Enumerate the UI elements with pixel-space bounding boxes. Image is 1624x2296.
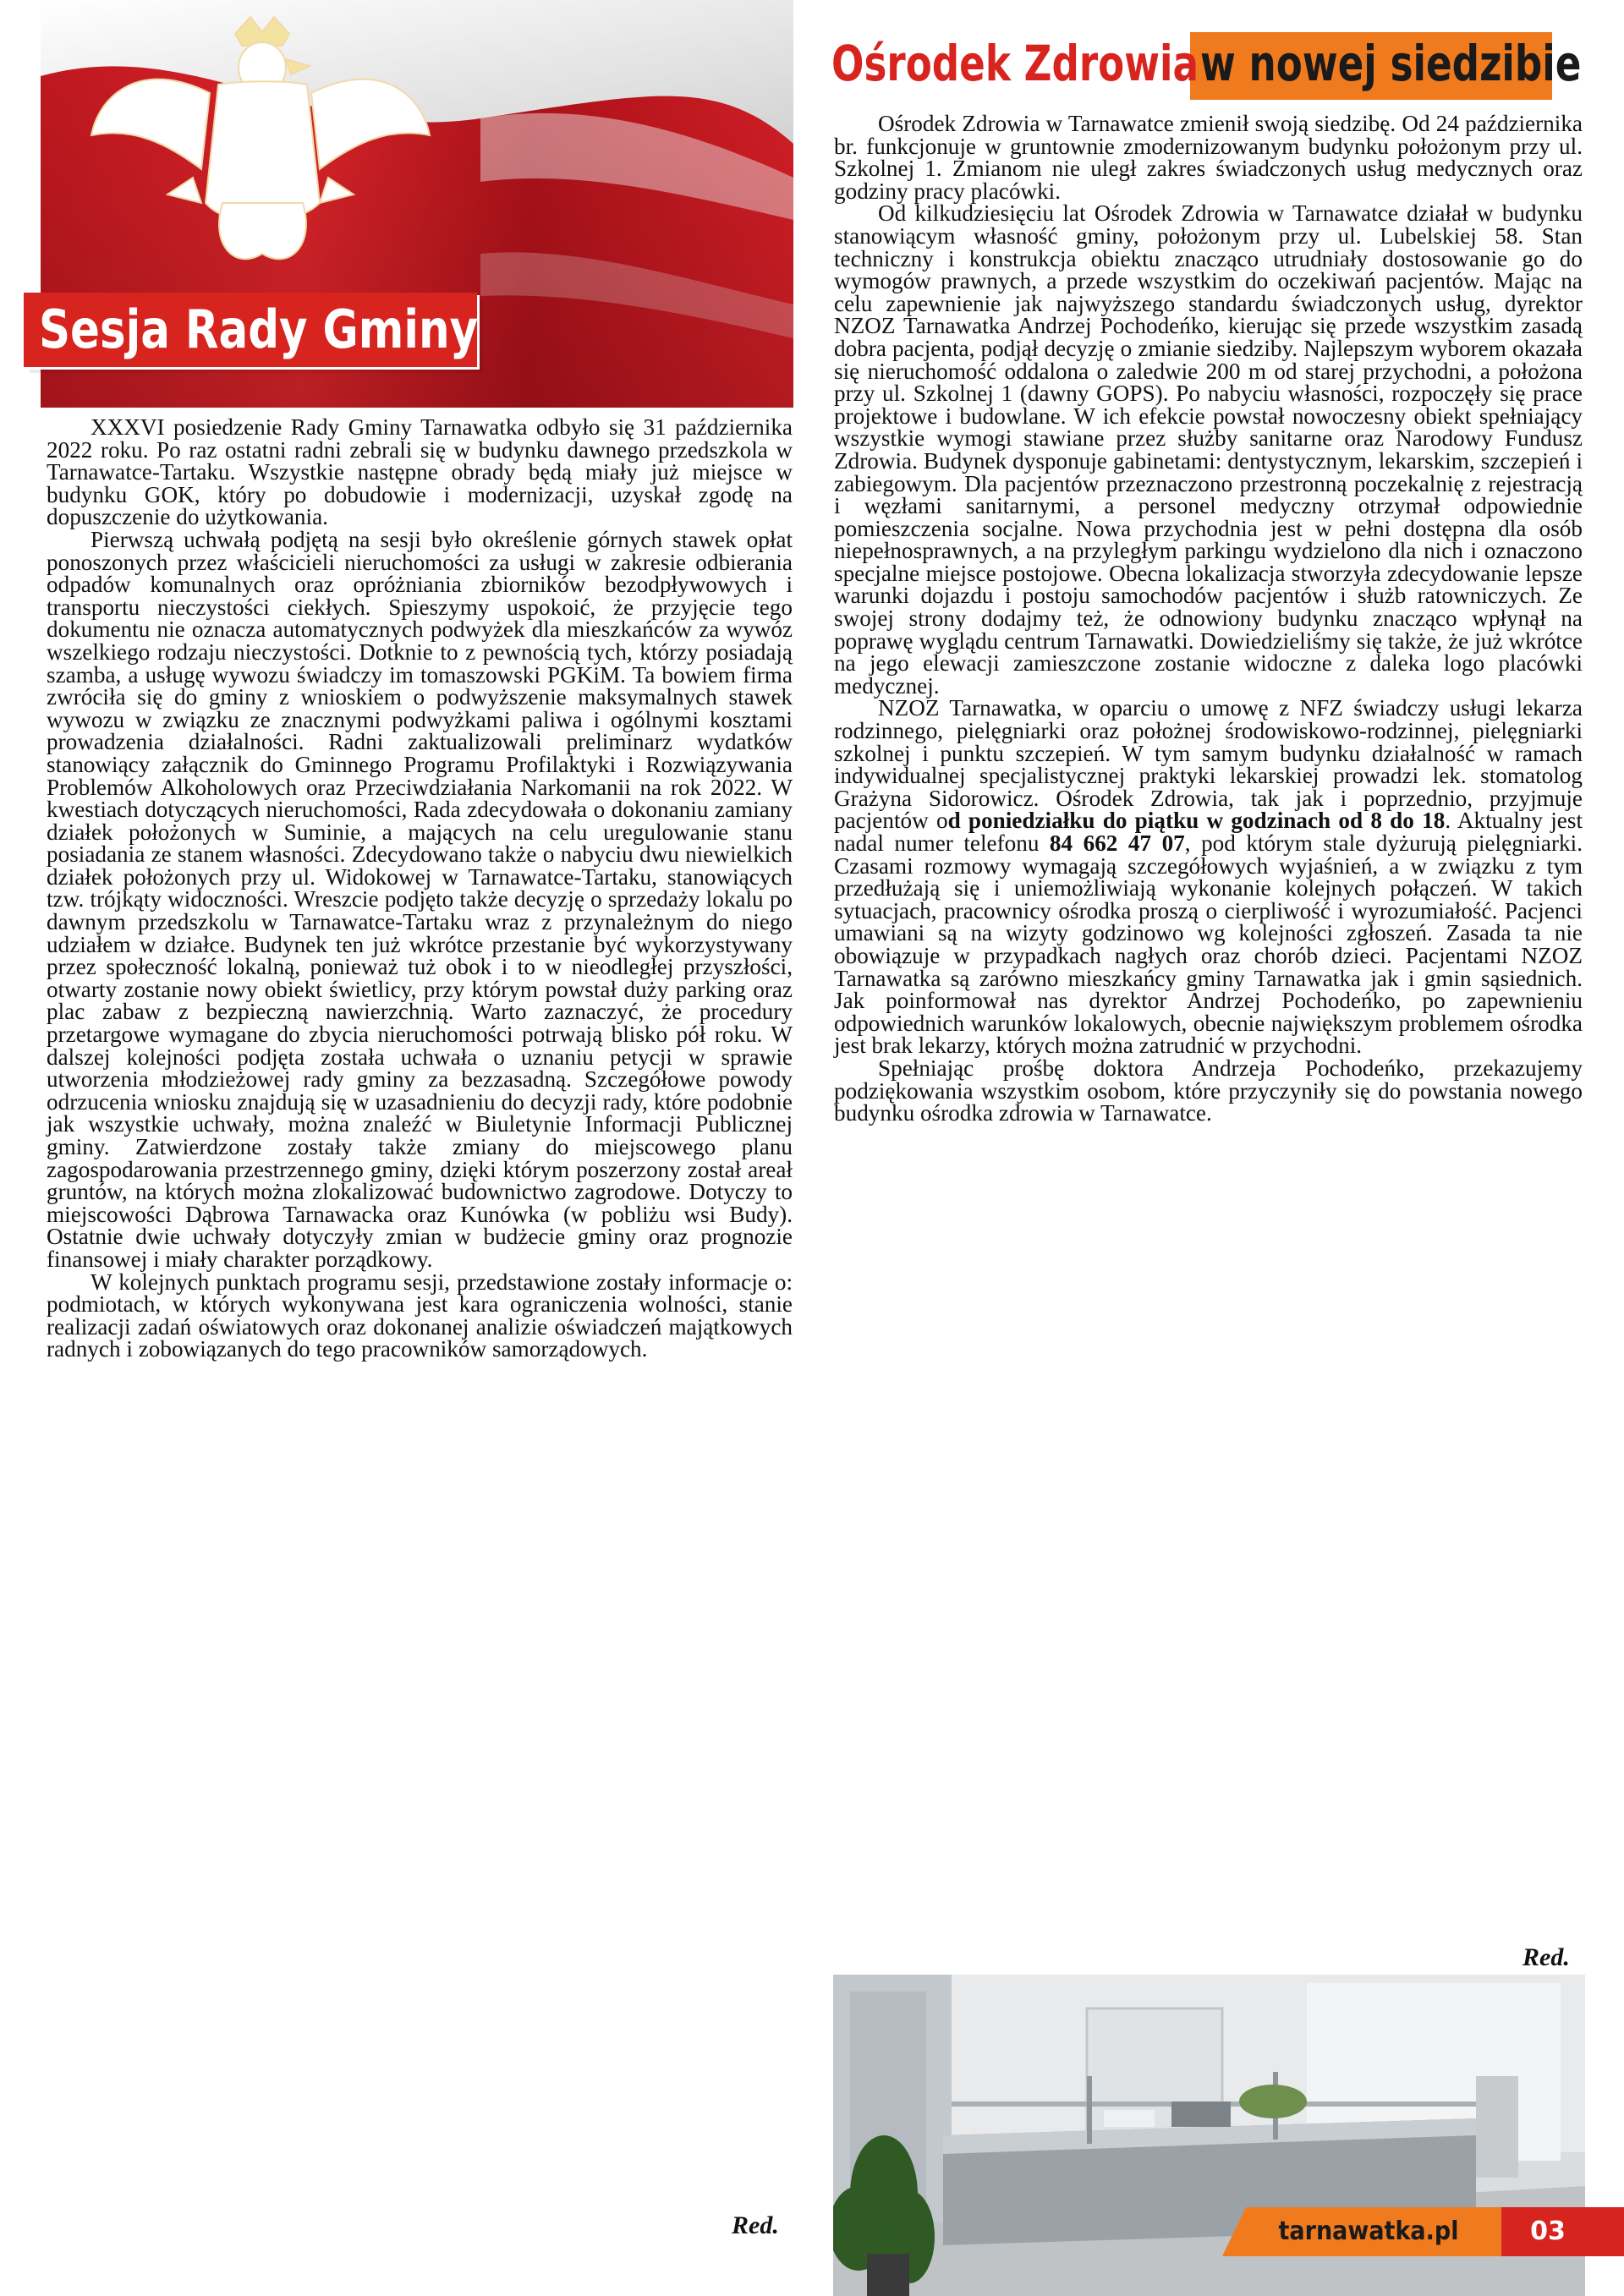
- hours-text-b: . Aktualny jest nadal numer telefonu: [834, 808, 1583, 856]
- right-article-title: [831, 25, 1593, 100]
- left-paragraph: Pierwszą uchwałą podjętą na sesji było określenie górnych stawek opłat ponoszonych przez właścicieli nieruchomości za usługi w zakresie odbierania odpadów komunalnych oraz opróżniania zbiorników bezodpływowych i transportu nieczystości ciekłych. Spieszymy uspokoić, że przyjęcie tego dokumentu nie oznacza automatycznych podwyżek dla mieszkańców za wywóz wszelkiego rodzaju nieczystości. Dotknie to z pewnością tych, którzy posiadają szamba, a usługę wywozu świadczy im tomaszowski PGKiM. Ta bowiem firma zwróciła się do gminy z wnioskiem o podwyższenie maksymalnych stawek wywozu w związku ze znacznymi podwyżkami paliwa i ogólnymi kosztami prowadzenia działalności. Radni zaktualizowali preliminarz wydatków stanowiący załącznik do Gminnego Programu Profilaktyki i Rozwiązywania Problemów Alkoholowych oraz Przeciwdziałania Narkomanii na rok 2022. W kwestiach dotyczących nieruchomości, Rada zdecydowała o dokonaniu zamiany działek położonych w Suminie, a mających na celu uregulowanie stanu posiadania ze stanem własności. Zdecydowano także o nabyciu dwu niewielkich działek położonych przy ul. Widokowej w Tarnawatce-Tartaku, stanowiących tzw. trójkąty widoczności. Wreszcie podjęto także decyzję o sprzedaży lokalu po dawnym przedszkolu w Tarnawatce-Tartaku wraz z przynależnym do niego udziałem w działce. Budynek ten już wkrótce przestanie być wykorzystywany przez społeczność lokalną, ponieważ tuż obok i to w nieodległej przyszłości, otwarty zostanie nowy obiekt świetlicy, przy którym powstał duży parking oraz plac zabaw z bezpieczną nawierzchnią. Warto zaznaczyć, że procedury przetargowe wymagane do zbycia nieruchomości potrwają blisko pół roku. W dalszej kolejności podjęta została uchwała o uznaniu petycji w sprawie utworzenia młodzieżowej rady gminy za bezzasadną. Szczegółowe powody odrzucenia wniosku znajdują się w uzasadnieniu do decyzji rady, które podobnie jak wszystkie uchwały, można znaleźć w Biuletynie Informacji Publicznej gminy. Zatwierdzone zostały także zmiany do miejscowego planu zagospodarowania przestrzennego gminy, dzięki którym poszerzony został areał gruntów, na których można zlokalizować budownictwo zagrodowe. Dotyczy to miejscowości Dąbrowa Tarnawacka oraz Kunówka (w pobliżu wsi Budy). Ostatnie dwie uchwały dotyczyły zmian w budżecie gminy oraz prognozie finansowej i miały charakter porządkowy.: [47, 526, 793, 1272]
- footer-site-link[interactable]: tarnawatka.pl: [1278, 2217, 1459, 2246]
- right-article-body: [834, 112, 1583, 1125]
- left-paragraph: W kolejnych punktach programu sesji, przedstawione zostały informacje o: podmiotach, w których wykonywana jest kara ograniczenia wolności, stanie realizacji zadań oświatowych oraz dokonanej analizie oświadczeń majątkowych radnych i zobowiązanych do tego pracowników samorządowych.: [47, 1269, 793, 1362]
- phone-number: 84 662 47 07: [1049, 830, 1185, 856]
- left-article-signature: Red.: [732, 2211, 779, 2239]
- page-number: 03: [1530, 2217, 1566, 2246]
- right-article-title-black: w nowej siedzibie: [1200, 35, 1582, 92]
- left-paragraph: XXXVI posiedzenie Rady Gminy Tarnawatka odbyło się 31 października 2022 roku. Po raz ostatni radni zebrali się w budynku dawnego przedszkola w Tarnawatce-Tartaku. Wszystkie następne obrady będą miały już miejsce w budynku GOK, który po dobudowie i modernizacji, uzyskał zgodę na dopuszczenie do użytkowania.: [47, 414, 793, 530]
- hours-text-c: , pod którym stale dyżurują pielęgniarki. Czasami rozmowy wymagają szczegółowych wyjaśnień, a w związku z tym przedłużają się i uniemożliwiają wykonanie kolejnych połączeń. W takich sytuacjach, pracownicy ośrodka proszą o cierpliwość i wyrozumiałość. Pacjenci umawiani są na wizyty godzinowo wg kolejności zgłoszeń. Zasada ta nie obowiązuje w przypadkach nagłych oraz chorób dzieci. Pacjentami NZOZ Tarnawatka są zarówno mieszkańcy gminy Tarnawatka jak i gmin sąsiednich. Jak poinformował nas dyrektor Andrzej Pochodeńko, po zapewnieniu odpowiednich warunków lokalowych, obecnie największym problemem ośrodka jest brak lekarzy, których można zatrudnić w przychodni.: [834, 830, 1583, 1059]
- left-article-title-banner: [24, 293, 477, 367]
- left-article-body: [47, 416, 793, 1361]
- hours-text-a: NZOZ Tarnawatka, w oparciu o umowę z NFZ świadczy usługi lekarza rodzinnego, pielęgniarki oraz położnej środowiskowo-rodzinnej, pielęgniarki szkolnej i punktu szczepień. W tym samym budynku działalność w ramach indywidualnej specjalistycznej praktyki lekarskiej prowadzi lek. stomatolog Grażyna Sidorowicz. Ośrodek Zdrowia, tak jak i poprzednio, przyjmuje pacjentów o: [834, 695, 1583, 834]
- right-article-signature: Red.: [1522, 1943, 1570, 1971]
- right-paragraph: Ośrodek Zdrowia w Tarnawatce zmienił swoją siedzibę. Od 24 października br. funkcjonuje w gruntownie zmodernizowanym budynku położonym przy ul. Szkolnej 1. Zmianom nie uległ zakres świadczonych usług medycznych oraz godziny pracy placówki.: [834, 111, 1583, 204]
- left-article-title: Sesja Rady Gminy: [39, 299, 479, 360]
- right-paragraph: Od kilkudziesięciu lat Ośrodek Zdrowia w Tarnawatce działał w budynku stanowiącym własność gminy, położonym przy ul. Lubelskiej 58. Stan techniczny i konstrukcja obiektu znacząco utrudniały dostosowanie go do wymogów prawnych, a przede wszystkim do oczekiwań pacjentów. Mając na celu zapewnienie jak najwyższego standardu świadczonych usług, dyrektor NZOZ Tarnawatka Andrzej Pochodeńko, kierując się przede wszystkim zasadą dobra pacjenta, podjął decyzję o zmianie siedziby. Najlepszym wyborem okazała się nieruchomość oddalona o zaledwie 200 m od starej przychodni, a położona przy ul. Szkolnej 1 (dawny GOPS). Po nabyciu własności, rozpoczęły się prace projektowe i budowlane. W ich efekcie powstał nowoczesny obiekt spełniający wszystkie wymogi stawiane przez służby sanitarne oraz Narodowy Fundusz Zdrowia. Budynek dysponuje gabinetami: dentystycznym, lekarskim, szczepień i zabiegowym. Dla pacjentów przeznaczono przestronną poczekalnię z rejestracją i węzłami sanitarnymi, a personel medyczny otrzymał odpowiednie pomieszczenia socjalne. Nowa przychodnia jest w pełni dostępna dla osób niepełnosprawnych, a na przyległym parkingu wydzielono dla nich i oznaczono specjalne miejsce postojowe. Obecna lokalizacja stworzyła zdecydowanie lepsze warunki dojazdu i postoju samochodów pacjentów i służb ratowniczych. Ze swojej strony dodajmy też, że odnowiony budynku znacząco wpłynął na poprawę wyglądu centrum Tarnawatki. Dowiedzieliśmy się także, że już wkrótce na jego elewacji zamieszczone zostanie widoczne z daleka logo placówki medycznej.: [834, 200, 1583, 699]
- right-article-title-red: Ośrodek Zdrowia: [831, 35, 1199, 92]
- right-paragraph-hours: [834, 697, 1583, 1057]
- opening-hours: d poniedziałku do piątku w godzinach od 8 do 18: [947, 808, 1446, 834]
- right-paragraph: Spełniając prośbę doktora Andrzeja Pochodeńko, przekazujemy podziękowania wszystkim osobom, które przyczyniły się do powstania nowego budynku ośrodka zdrowia w Tarnawatce.: [834, 1055, 1583, 1126]
